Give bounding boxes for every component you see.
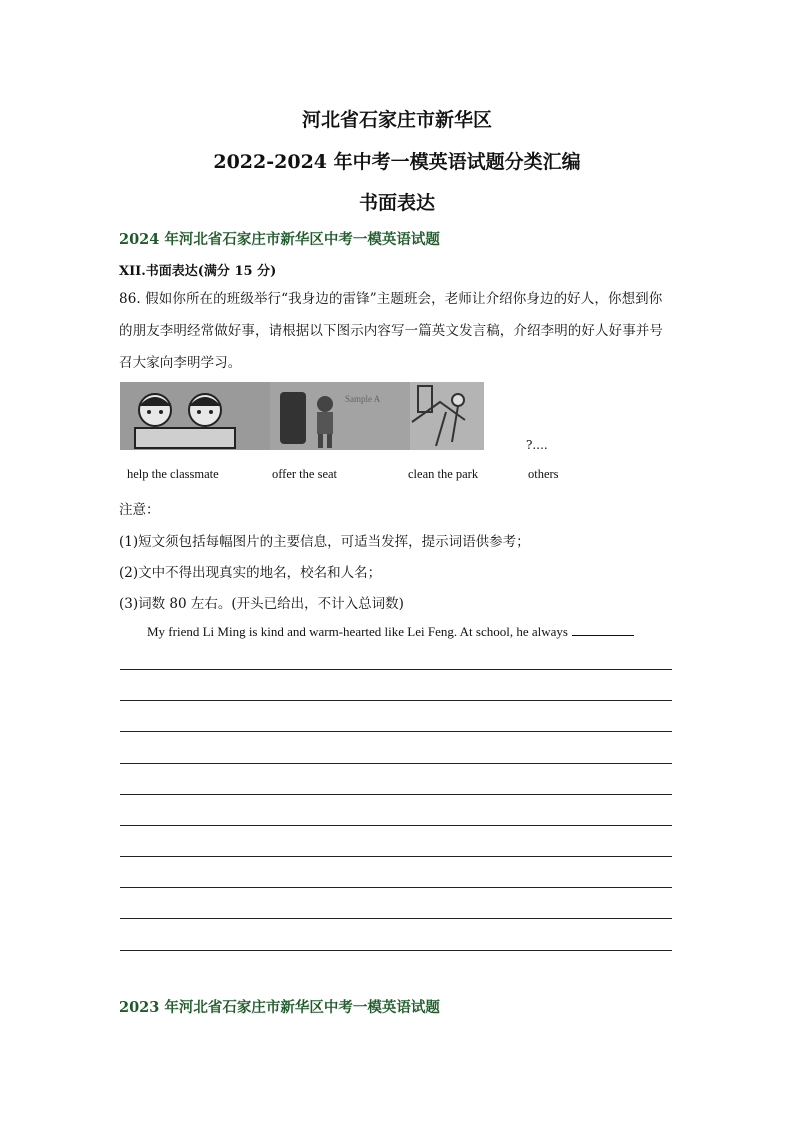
section-heading-2024: 2024 年河北省石家庄市新华区中考一模英语试题 [119,231,440,248]
essay-starter [147,623,634,640]
picture-label-1: help the classmate [127,467,219,481]
note-2: (2)文中不得出现真实的地名，校名和人名； [119,565,382,581]
writing-line[interactable] [120,669,672,670]
picture-label-3: clean the park [408,467,479,481]
starter-blank[interactable] [572,623,634,636]
others-question-mark: ?.... [526,438,548,452]
writing-line[interactable] [120,887,672,888]
title-line-2: 2022-2024 年中考一模英语试题分类汇编 [213,151,581,173]
note-1: (1)短文须包括每幅图片的主要信息，可适当发挥，提示词语供参考； [119,534,530,550]
question-prompt: 86. 假如你所在的班级举行“我身边的雷锋”主题班会，老师让介绍你身边的好人，你想到你的朋友李明经常做好事，请根据以下图示内容写一篇英文发言稿，介绍李明的好人好事并号召大家向李明学习。 [119,291,663,371]
writing-line[interactable] [120,763,672,764]
illustration-strip [120,382,484,450]
title-line-1: 河北省石家庄市新华区 [301,109,492,131]
notes-title: 注意： [119,502,160,518]
writing-line[interactable] [120,794,672,795]
writing-line[interactable] [120,918,672,919]
svg-text:Sample A: Sample A [345,394,381,404]
note-3: (3)词数 80 左右。(开头已给出，不计入总词数) [119,596,404,612]
writing-line[interactable] [120,825,672,826]
writing-line[interactable] [120,731,672,732]
picture-label-2: offer the seat [272,467,338,481]
essay-starter-text: My friend Li Ming is kind and warm-hearted like Lei Feng. At school, he always [147,624,568,639]
section-subheading: XII.书面表达(满分 15 分) [119,264,277,279]
section-heading-2023: 2023 年河北省石家庄市新华区中考一模英语试题 [119,999,440,1016]
picture-label-4: others [528,467,559,481]
writing-line[interactable] [120,700,672,701]
writing-line[interactable] [120,950,672,951]
illustration-drawing [120,382,484,450]
title-line-3: 书面表达 [358,192,435,214]
writing-line[interactable] [120,856,672,857]
